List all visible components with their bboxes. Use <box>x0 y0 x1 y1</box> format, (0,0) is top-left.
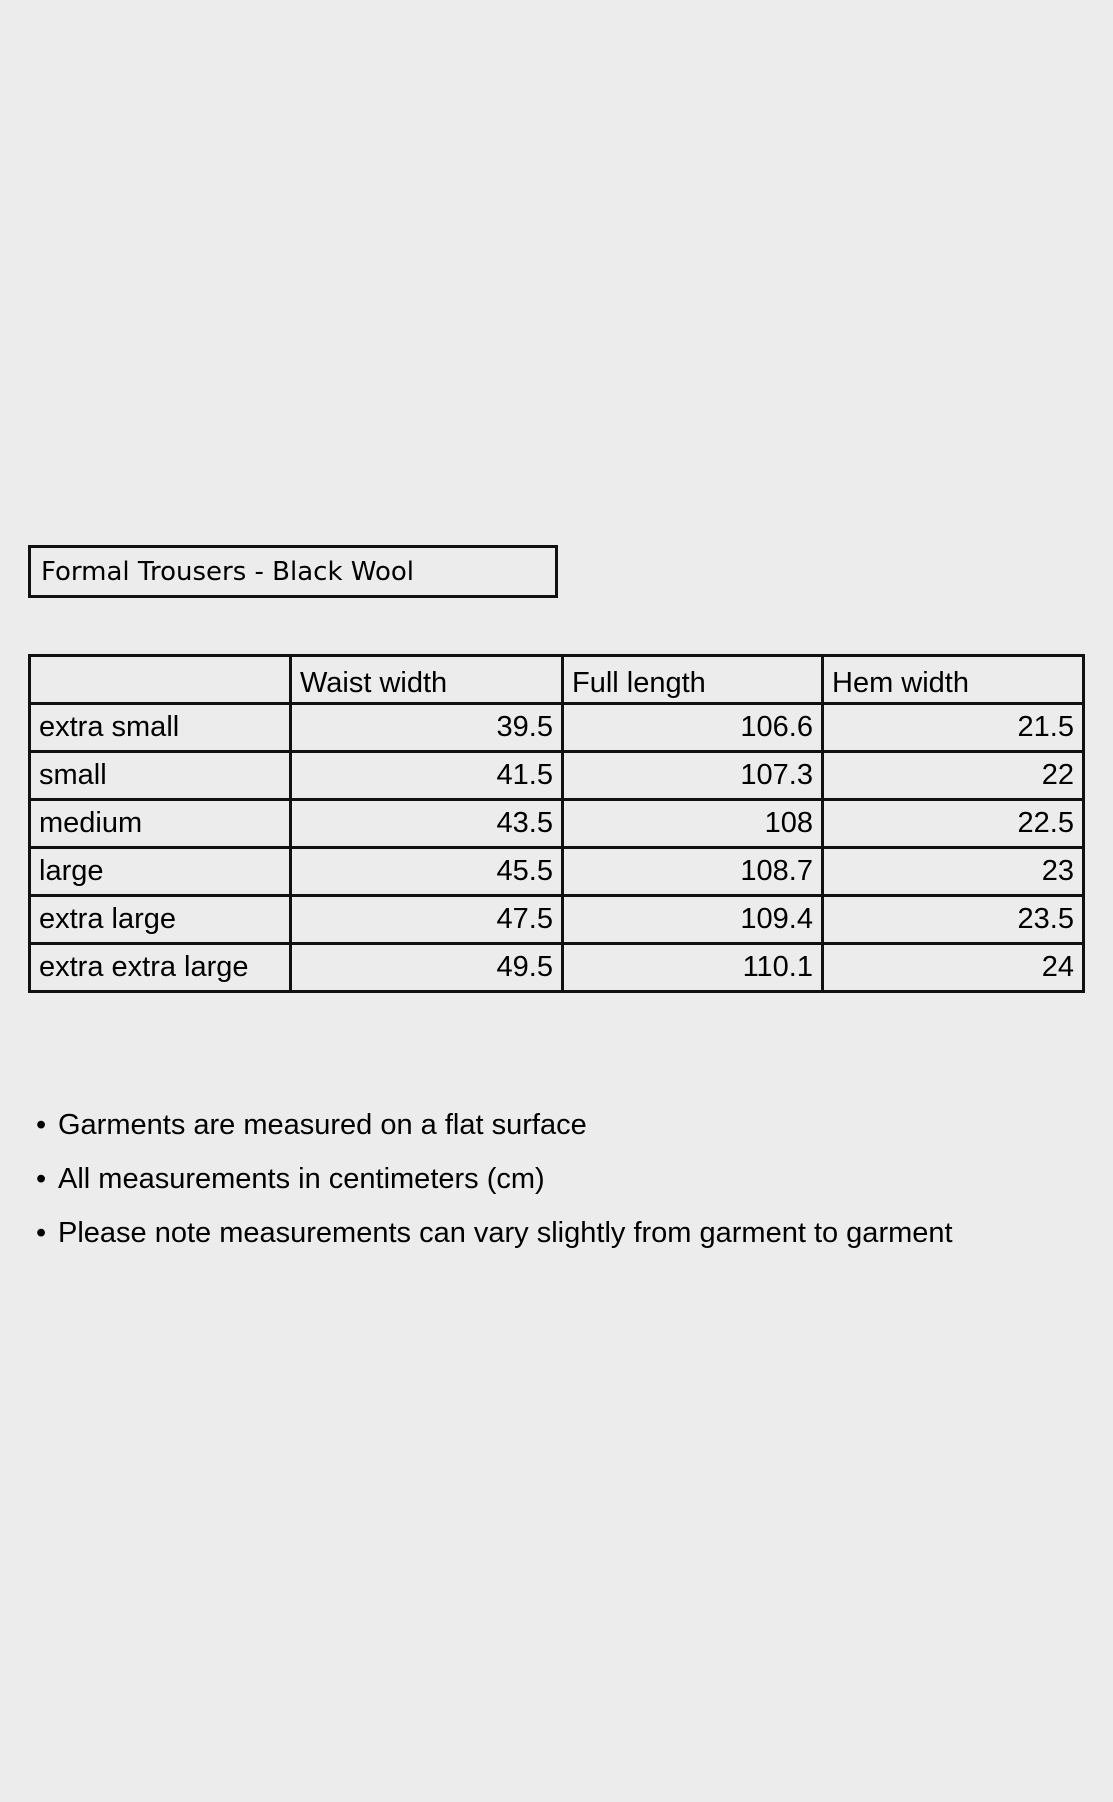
size-chart-table <box>28 654 1085 993</box>
header-full-length: Full length <box>563 656 823 704</box>
size-label: large <box>30 848 291 896</box>
waist-value: 41.5 <box>291 752 563 800</box>
size-label: extra extra large <box>30 944 291 992</box>
table-row <box>30 896 1084 944</box>
waist-value: 47.5 <box>291 896 563 944</box>
list-item <box>36 1152 953 1206</box>
list-item <box>36 1098 953 1152</box>
bullet-icon: • <box>36 1163 47 1195</box>
note-text: All measurements in centimeters (cm) <box>58 1163 545 1195</box>
size-label: medium <box>30 800 291 848</box>
page-title: Formal Trousers - Black Wool <box>28 545 558 598</box>
bullet-icon: • <box>36 1109 47 1141</box>
table-row <box>30 752 1084 800</box>
list-item <box>36 1206 953 1260</box>
length-value: 110.1 <box>563 944 823 992</box>
header-waist-width: Waist width <box>291 656 563 704</box>
table-row <box>30 944 1084 992</box>
length-value: 106.6 <box>563 704 823 752</box>
table-row <box>30 704 1084 752</box>
length-value: 108 <box>563 800 823 848</box>
waist-value: 43.5 <box>291 800 563 848</box>
note-text: Please note measurements can vary slightly from garment to garment <box>58 1217 953 1249</box>
length-value: 109.4 <box>563 896 823 944</box>
hem-value: 22 <box>823 752 1084 800</box>
waist-value: 49.5 <box>291 944 563 992</box>
waist-value: 39.5 <box>291 704 563 752</box>
length-value: 107.3 <box>563 752 823 800</box>
header-corner <box>30 656 291 704</box>
hem-value: 21.5 <box>823 704 1084 752</box>
bullet-icon: • <box>36 1217 47 1249</box>
hem-value: 22.5 <box>823 800 1084 848</box>
hem-value: 24 <box>823 944 1084 992</box>
table-row <box>30 800 1084 848</box>
size-label: small <box>30 752 291 800</box>
table-header-row <box>30 656 1084 704</box>
hem-value: 23 <box>823 848 1084 896</box>
header-hem-width: Hem width <box>823 656 1084 704</box>
note-text: Garments are measured on a flat surface <box>58 1109 587 1141</box>
measurement-notes <box>36 1098 953 1260</box>
hem-value: 23.5 <box>823 896 1084 944</box>
waist-value: 45.5 <box>291 848 563 896</box>
length-value: 108.7 <box>563 848 823 896</box>
size-label: extra small <box>30 704 291 752</box>
table-row <box>30 848 1084 896</box>
size-label: extra large <box>30 896 291 944</box>
